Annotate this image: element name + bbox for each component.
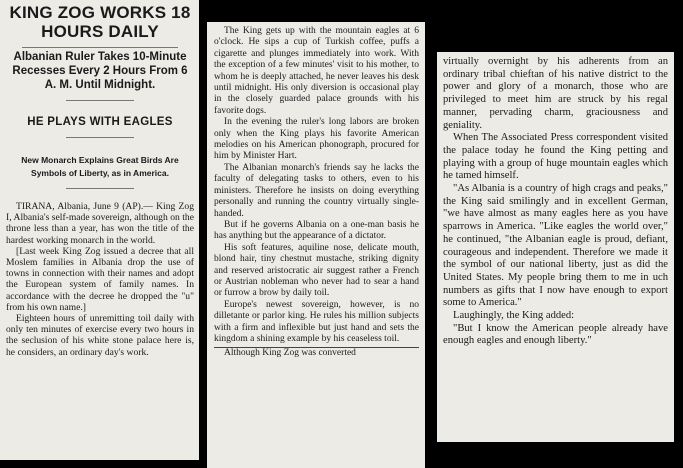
divider: [22, 47, 178, 48]
article-column-1: [0, 0, 199, 460]
paragraph: But if he governs Albania on a one-man basis he has anything but the appearance of a dictator.: [214, 219, 419, 242]
divider: [66, 137, 134, 138]
article-column-3: [437, 52, 674, 442]
article-column-2: [207, 22, 425, 468]
paragraph: His soft features, aquiline nose, delicate mouth, blond hair, tiny chestnut mustache, striking dignity and reserved aristocratic air suggest rather a French or Austrian nobleman who never had to sear a hand or furrow a brow by daily toil.: [214, 242, 419, 299]
paragraph: The Albanian monarch's friends say he lacks the faculty of delegating tasks to others, even to his ministers. Therefore he insists on doing everything personally and running the country virtually single-handed.: [214, 162, 419, 219]
paragraph: virtually overnight by his adherents from an ordinary tribal chieftan of his native district to the power and glory of a monarch, those who are privileged to meet him are struck by his regal manner, pervading charm, graciousness and geniality.: [443, 56, 668, 131]
deck: HE PLAYS WITH EAGLES: [27, 116, 173, 128]
paragraph: "But I know the American people already have enough eagles and enough liberty.": [443, 322, 668, 347]
paragraph: Eighteen hours of unremitting toil daily with only ten minutes of exercise every two hours in the seclusion of his white stone palace here is, he considers, an ordinary day's work.: [6, 313, 194, 358]
divider: [66, 188, 134, 189]
subdeck: New Monarch Explains Great Birds Are Symbols of Liberty, as in America.: [21, 155, 179, 178]
headline: KING ZOG WORKS 18 HOURS DAILY: [9, 3, 191, 41]
subhead: Albanian Ruler Takes 10-Minute Recesses Every 2 Hours From 6 A. M. Until Midnight.: [12, 51, 188, 91]
divider: [66, 100, 134, 101]
paragraph: The King gets up with the mountain eagles at 6 o'clock. He sips a cup of Turkish coffee, puffs a cigarette and plunges immediately into work. With the exception of a few minutes' visit to his mother, to whom he is deeply attached, he never leaves his desk until midnight. His only diversion is occasional play in the closely guarded palace grounds with his favorite dogs.: [214, 26, 419, 116]
paragraph: Although King Zog was converted: [224, 348, 356, 359]
paragraph: In the evening the ruler's long labors are broken only when the King plays his favorite American melodies on his American phonograph, procured for him by Minister Hart.: [214, 117, 419, 162]
paragraph: [Last week King Zog issued a decree that all Moslem families in Albania drop the use of towns in connection with their names and adopt the European system of family names. In accordance with the decree he dropped the "u" from his own name.]: [6, 245, 194, 313]
paragraph: TIRANA, Albania, June 9 (AP).— King Zog I, Albania's self-made sovereign, although on the throne less than a year, has won the title of the hardest working monarch in the world.: [6, 201, 194, 246]
paragraph: Laughingly, the King added:: [453, 310, 575, 322]
paragraph: Europe's newest sovereign, however, is no dilletante or parlor king. He rules his million subjects with a firm and inflexible but just hand and sets the kingdom a shining example by his ceaseless toil.: [214, 299, 419, 344]
paragraph: "As Albania is a country of high crags and peaks," the King said smilingly and in excellent German, "we have almost as many eagles here as you have sparrows in America. "Like eagles the world over," he continued, "the Albanian eagle is proud, defiant, courageous and independent. Therefore we made it the symbol of our national liberty, just as did the United States. My people bring them to me in uch numbers as gifts that I now have enough to export some to America.": [443, 183, 668, 309]
paragraph: When The Associated Press correspondent visited the palace today he found the King petting and playing with a group of huge mountain eagles which he tamed himself.: [443, 132, 668, 182]
